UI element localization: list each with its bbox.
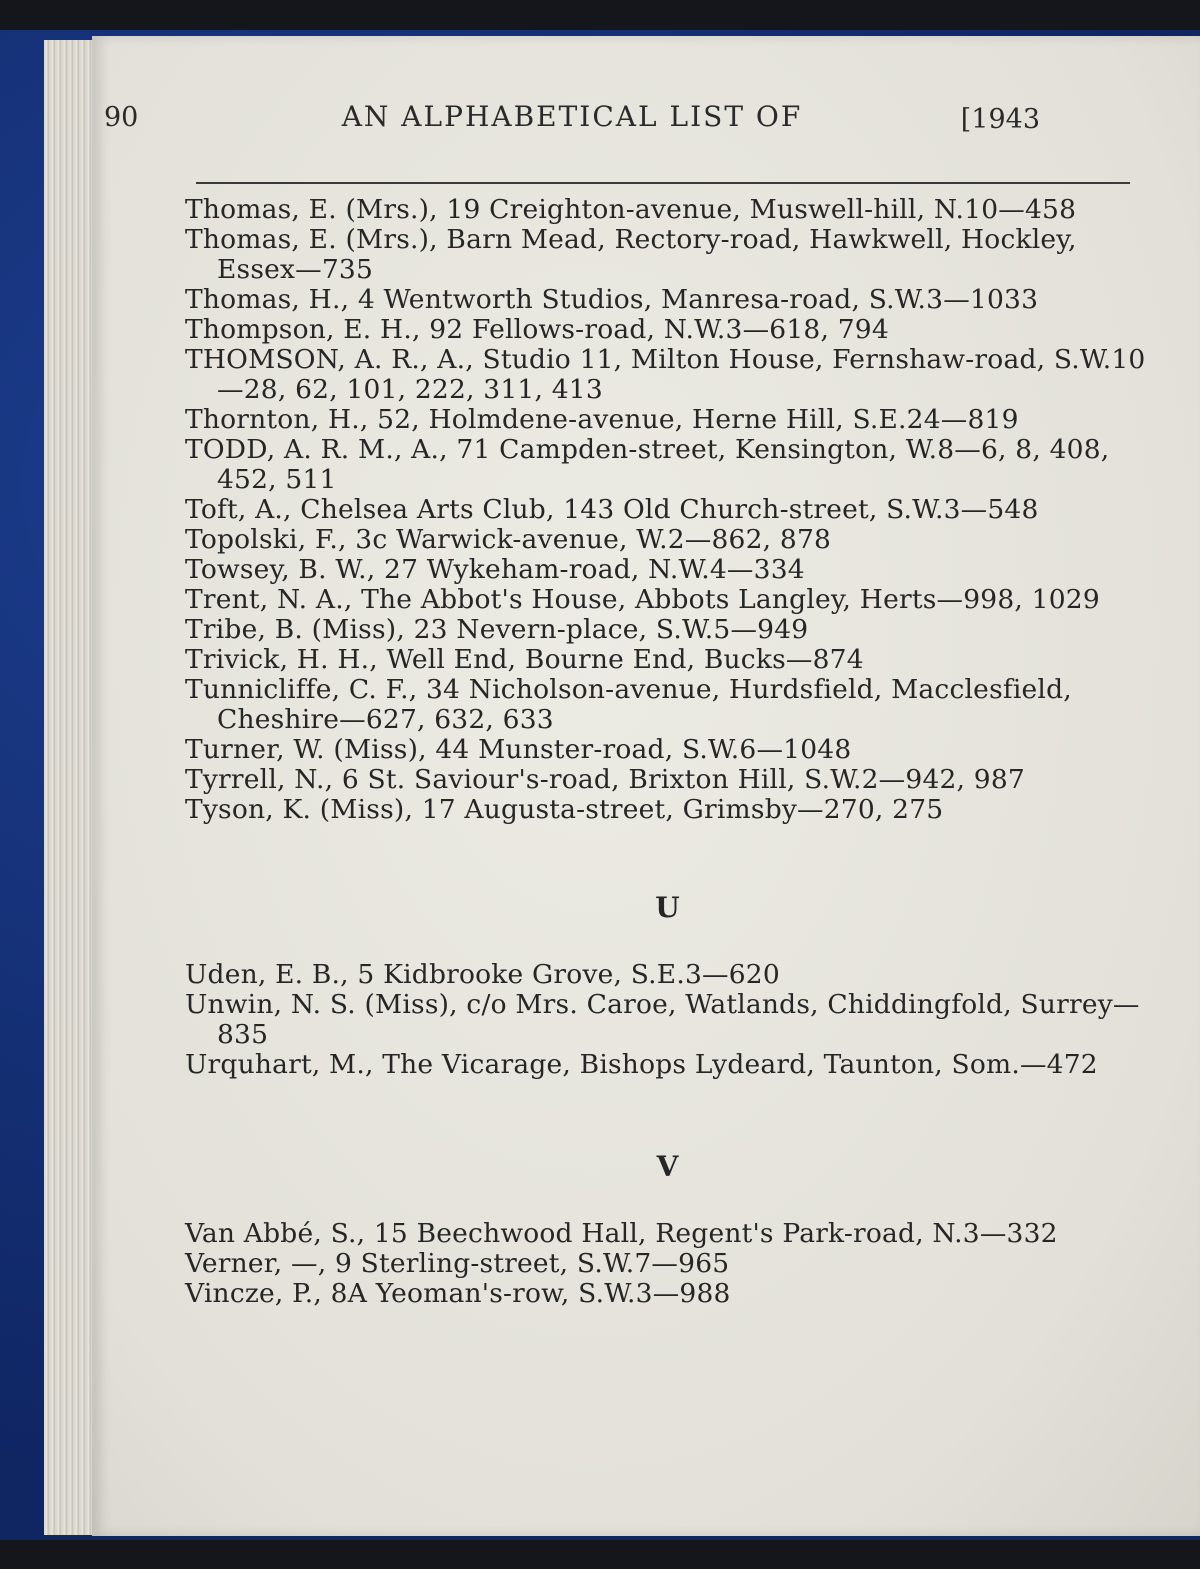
list-item: Thomas, E. (Mrs.), Barn Mead, Rectory-road, Hawkwell, Hockley, Essex—735	[185, 224, 1077, 285]
list-item: TODD, A. R. M., A., 71 Campden-street, Kensington, W.8—6, 8, 408, 452, 511	[185, 434, 1110, 495]
list-item: Towsey, B. W., 27 Wykeham-road, N.W.4—334	[185, 554, 805, 585]
list-item: Van Abbé, S., 15 Beechwood Hall, Regent's Park-road, N.3—332	[185, 1218, 1058, 1249]
list-item: Turner, W. (Miss), 44 Munster-road, S.W.6—1048	[185, 734, 852, 765]
list-item: Urquhart, M., The Vicarage, Bishops Lydeard, Taunton, Som.—472	[185, 1049, 1098, 1080]
list-item: Thomas, H., 4 Wentworth Studios, Manresa-road, S.W.3—1033	[185, 284, 1039, 315]
list-item: Tyson, K. (Miss), 17 Augusta-street, Grimsby—270, 275	[185, 794, 944, 825]
list-item: Thompson, E. H., 92 Fellows-road, N.W.3—618, 794	[185, 314, 889, 345]
section-t	[185, 195, 1150, 825]
directory-list	[185, 195, 1150, 1309]
list-item: Topolski, F., 3c Warwick-avenue, W.2—862, 878	[185, 524, 832, 555]
list-item: Vincze, P., 8A Yeoman's-row, S.W.3—988	[185, 1278, 731, 1309]
section-u	[185, 960, 1150, 1080]
list-item: Unwin, N. S. (Miss), c/o Mrs. Caroe, Watlands, Chiddingfold, Surrey—835	[185, 989, 1140, 1050]
section-letter-v: V	[656, 1150, 679, 1183]
list-item: Thomas, E. (Mrs.), 19 Creighton-avenue, Muswell-hill, N.10—458	[185, 194, 1077, 225]
list-item: Uden, E. B., 5 Kidbrooke Grove, S.E.3—620	[185, 959, 780, 990]
list-item: Trivick, H. H., Well End, Bourne End, Bucks—874	[185, 644, 864, 675]
list-item: Tyrrell, N., 6 St. Saviour's-road, Brixton Hill, S.W.2—942, 987	[185, 764, 1025, 795]
page-title: AN ALPHABETICAL LIST OF	[341, 100, 803, 133]
list-item: Tunnicliffe, C. F., 34 Nicholson-avenue, Hurdsfield, Macclesfield, Cheshire—627, 632, 633	[185, 674, 1072, 735]
section-letter-u: U	[655, 891, 680, 924]
list-item: Tribe, B. (Miss), 23 Nevern-place, S.W.5—949	[185, 614, 809, 645]
section-v	[185, 1219, 1150, 1309]
list-item: Trent, N. A., The Abbot's House, Abbots Langley, Herts—998, 1029	[185, 584, 1100, 615]
page-number: 90	[104, 102, 139, 133]
header-year: [1943	[960, 104, 1040, 135]
list-item: THOMSON, A. R., A., Studio 11, Milton House, Fernshaw-road, S.W.10—28, 62, 101, 222, 311, 413	[185, 344, 1146, 405]
running-header	[104, 98, 1040, 146]
list-item: Thornton, H., 52, Holmdene-avenue, Herne Hill, S.E.24—819	[185, 404, 1019, 435]
header-rule	[196, 182, 1130, 184]
list-item: Toft, A., Chelsea Arts Club, 143 Old Church-street, S.W.3—548	[185, 494, 1039, 525]
list-item: Verner, —, 9 Sterling-street, S.W.7—965	[185, 1248, 730, 1279]
